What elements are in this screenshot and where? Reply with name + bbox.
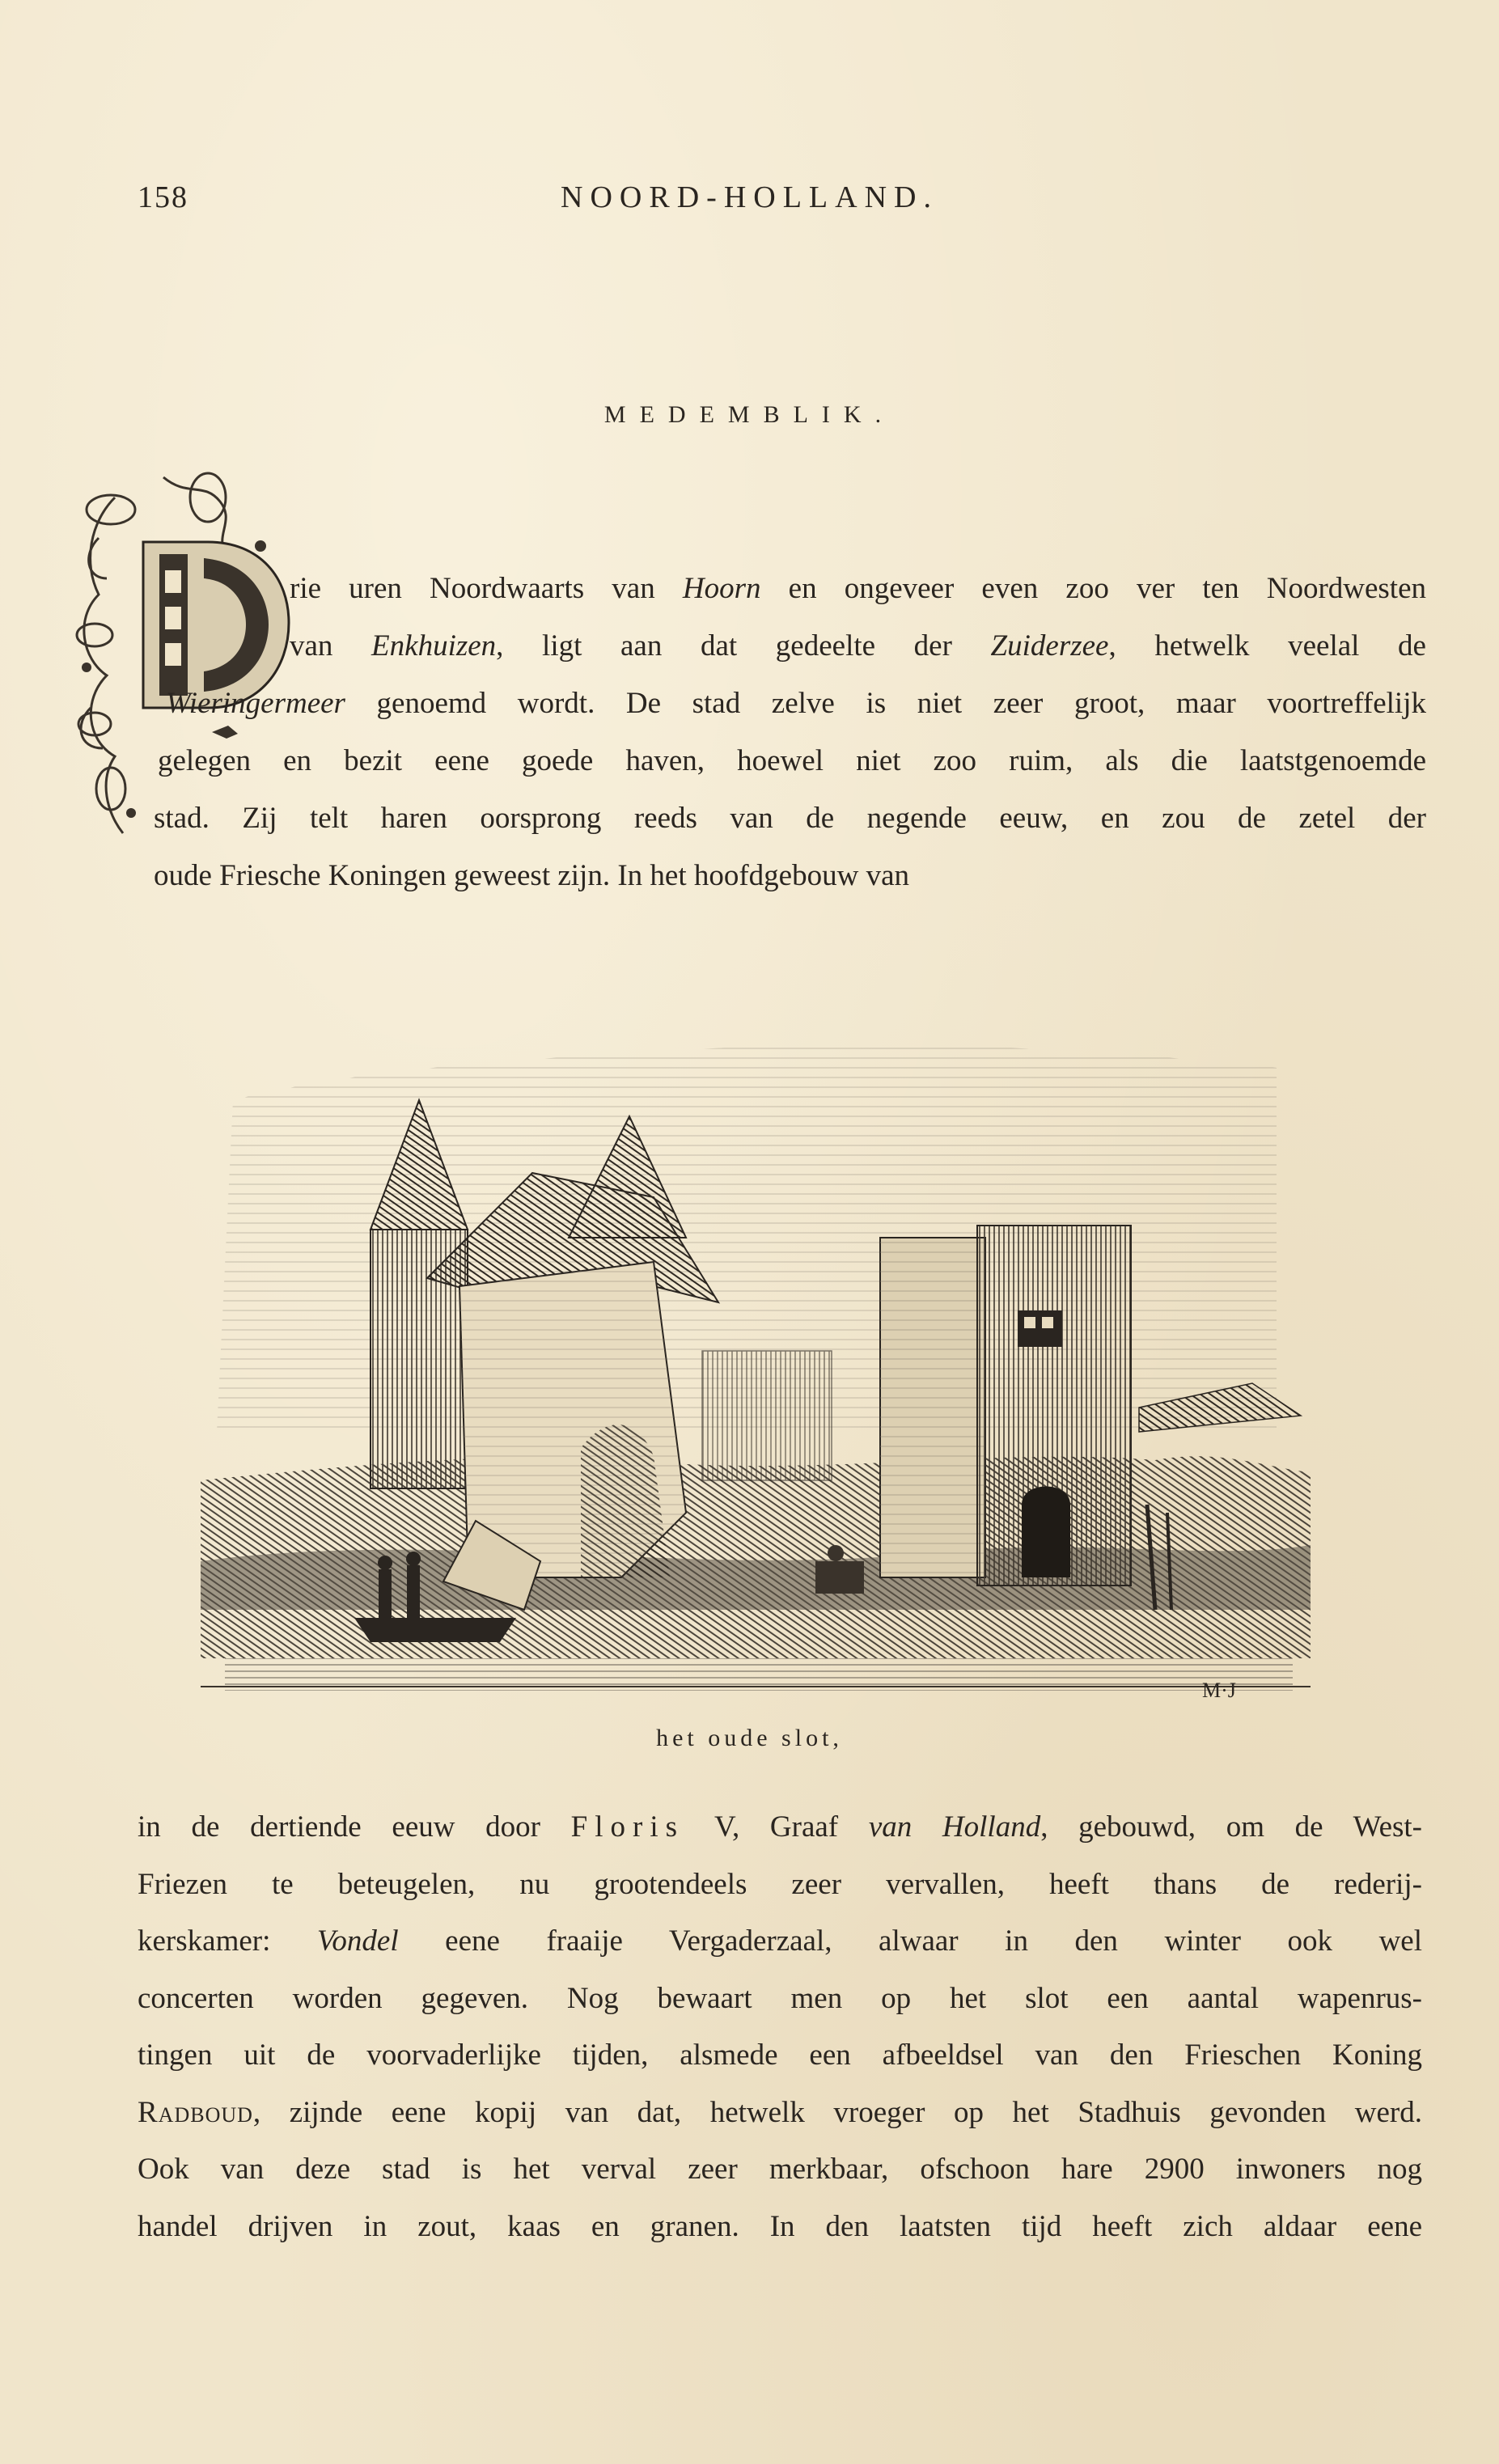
text-run: en ongeveer even zoo ver ten Noordwesten: [760, 572, 1427, 605]
text-run: genoemd wordt. De stad zelve is niet zeer groot, maar voortreffelijk: [345, 687, 1426, 720]
text-line: [166, 675, 1426, 732]
text-run: kerskamer:: [138, 1924, 317, 1958]
text-line: [138, 1913, 1422, 1971]
illustration-caption: het oude slot,: [656, 1725, 843, 1751]
text-run: , ligt aan dat gedeelte der: [496, 629, 991, 663]
text-line: handel drijven in zout, kaas en granen. In den laatsten tijd heeft zich aldaar eene: [138, 2209, 1422, 2243]
text-run: , gebouwd, om de West-: [1040, 1810, 1422, 1844]
running-head: [138, 180, 1361, 225]
text-run: in de dertiende eeuw door: [138, 1810, 571, 1844]
place-name-enkhuizen: Enkhuizen: [371, 629, 497, 663]
place-name-wieringermeer: Wieringermeer: [166, 687, 345, 720]
continuation-paragraph: [138, 1799, 1422, 2255]
text-line: [290, 560, 1426, 617]
person-name-floris: Floris: [570, 1810, 685, 1844]
page-number: 158: [138, 180, 188, 214]
text-run: V, Graaf: [684, 1810, 869, 1844]
text-run: eene fraaije Vergaderzaal, alwaar in den winter ook wel: [398, 1924, 1422, 1958]
old-castle-illustration: [201, 995, 1311, 1719]
place-name-zuiderzee: Zuiderzee: [990, 629, 1109, 663]
running-title: NOORD-HOLLAND.: [561, 180, 938, 214]
person-name-radboud: Radboud: [138, 2095, 253, 2129]
text-line: Ook van deze stad is het verval zeer merkbaar, ofschoon hare 2900 inwoners nog: [138, 2153, 1422, 2186]
text-line: Friezen te beteugelen, nu grootendeels zeer vervallen, heeft thans de rederij-: [138, 1867, 1422, 1901]
engraver-signature: M·J: [1202, 1679, 1236, 1702]
name-vondel: Vondel: [316, 1924, 399, 1958]
text-run: , hetwelk veelal de: [1108, 629, 1426, 663]
opening-paragraph: [154, 560, 1427, 904]
place-name-hoorn: Hoorn: [682, 572, 761, 605]
text-line: gelegen en bezit eene goede haven, hoewel niet zoo ruim, als die laatstgenoemde: [158, 744, 1426, 777]
text-run: van: [290, 629, 372, 663]
text-line: oude Friesche Koningen geweest zijn. In het hoofdgebouw van: [154, 859, 909, 892]
text-line: [138, 2085, 1422, 2142]
castle-engraving: [201, 995, 1311, 1719]
text-line: stad. Zij telt haren oorsprong reeds van de negende eeuw, en zou de zetel der: [154, 802, 1426, 835]
text-line: [138, 1799, 1422, 1856]
text-run: , zijnde eene kopij van dat, hetwelk vroeger op het Stadhuis gevonden werd.: [252, 2095, 1422, 2129]
text-line: [290, 617, 1426, 675]
place-name-holland: van Holland: [868, 1810, 1041, 1844]
text-run: rie uren Noordwaarts van: [290, 572, 683, 605]
section-title: MEDEMBLIK.: [603, 401, 896, 428]
text-line: concerten worden gegeven. Nog bewaart men op het slot een aantal wapenrus-: [138, 1981, 1422, 2015]
text-line: tingen uit de voorvaderlijke tijden, alsmede een afbeeldsel van den Frieschen Koning: [138, 2039, 1422, 2072]
